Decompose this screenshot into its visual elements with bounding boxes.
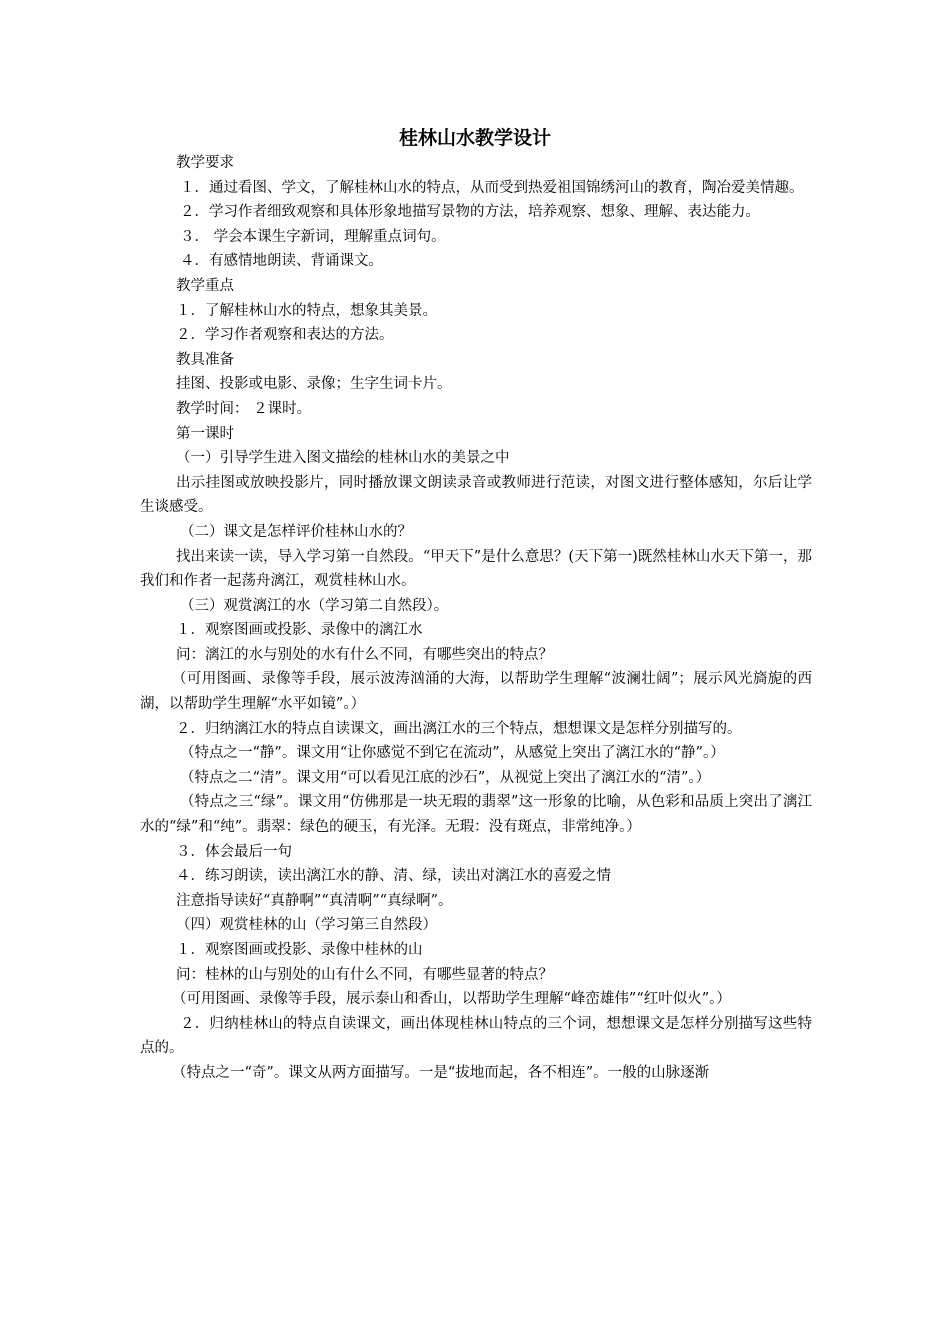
paragraph: １．观察图画或投影、录像中桂林的山 [176,942,423,958]
document-title: 桂林山水教学设计 [398,127,551,149]
paragraph: １．通过看图、学文，了解桂林山水的特点，从而受到热爱祖国锦绣河山的教育，陶冶爱美情趣。 [180,179,804,196]
paragraph: （可用图画、录像等手段，展示泰山和香山，以帮助学生理解“峰峦雄伟”“红叶似火”。） [172,991,731,1008]
paragraph: ２．学习作者观察和表达的方法。 [176,327,394,344]
paragraph: （二）课文是怎样评价桂林山水的？ [180,523,412,540]
paragraph: 教具准备 [176,351,234,368]
document-body [140,151,812,1086]
paragraph: 教学要求 [176,155,234,171]
paragraph: 出示挂图或放映投影片，同时播放课文朗读录音或教师进行范读，对图文进行整体感知，尔后让学生谈感受。 [140,474,812,516]
paragraph: （四）观赏桂林的山（学习第三自然段） [176,917,437,934]
paragraph: ２．归纳桂林山的特点自读课文，画出体现桂林山特点的三个词，想想课文是怎样分别描写这些特点的。 [140,1015,812,1057]
paragraph: ３． 学会本课生字新词，理解重点词句。 [180,228,446,245]
paragraph: （可用图画、录像等手段，展示波涛汹涌的大海，以帮助学生理解“波澜壮阔”；展示风光旖旎的西湖，以帮助学生理解“水平如镜”。） [140,671,812,713]
paragraph: １．了解桂林山水的特点，想象其美景。 [176,302,437,319]
paragraph: （特点之三“绿”。课文用“仿佛那是一块无瑕的翡翠”这一形象的比喻，从色彩和品质上突出了漓江水的“绿”和“纯”。翡翠：绿色的硬玉，有光泽。无瑕：没有斑点，非常纯净。） [140,794,812,836]
paragraph: 教学重点 [176,277,234,294]
paragraph: 注意指导读好“真静啊”“真清啊”“真绿啊”。 [176,892,453,909]
paragraph: 找出来读一读，导入学习第一自然段。“甲天下”是什么意思？(天下第一)既然桂林山水天下第一，那我们和作者一起荡舟漓江，观赏桂林山水。 [140,548,812,590]
paragraph: １．观察图画或投影、录像中的漓江水 [176,622,423,639]
paragraph: （特点之一“奇”。课文从两方面描写。一是“拔地而起，各不相连”。一般的山脉逐渐 [172,1064,710,1081]
paragraph: 问：漓江的水与别处的水有什么不同，有哪些突出的特点？ [176,646,553,663]
paragraph: （一）引导学生进入图文描绘的桂林山水的美景之中 [176,450,510,467]
paragraph: ４．有感情地朗读、背诵课文。 [180,253,383,270]
paragraph: 教学时间： ２课时。 [176,400,312,417]
paragraph: ２．归纳漓江水的特点自读课文，画出漓江水的三个特点，想想课文是怎样分别描写的。 [176,720,742,737]
paragraph: （特点之二“清”。课文用“可以看见江底的沙石”，从视觉上突出了漓江水的“清”。） [180,769,711,786]
paragraph: （特点之一“静”。课文用“让你感觉不到它在流动”，从感觉上突出了漓江水的“静”。） [180,745,725,762]
paragraph: 挂图、投影或电影、录像；生字生词卡片。 [176,376,452,393]
paragraph: ２．学习作者细致观察和具体形象地描写景物的方法，培养观察、想象、理解、表达能力。 [180,204,760,221]
paragraph: （三）观赏漓江的水（学习第二自然段）。 [180,597,449,614]
paragraph: 第一课时 [176,425,234,442]
paragraph: ４．练习朗读，读出漓江水的静、清、绿，读出对漓江水的喜爱之情 [176,868,611,885]
paragraph: ３．体会最后一句 [176,843,292,860]
paragraph: 问：桂林的山与别处的山有什么不同，有哪些显著的特点？ [176,966,553,983]
